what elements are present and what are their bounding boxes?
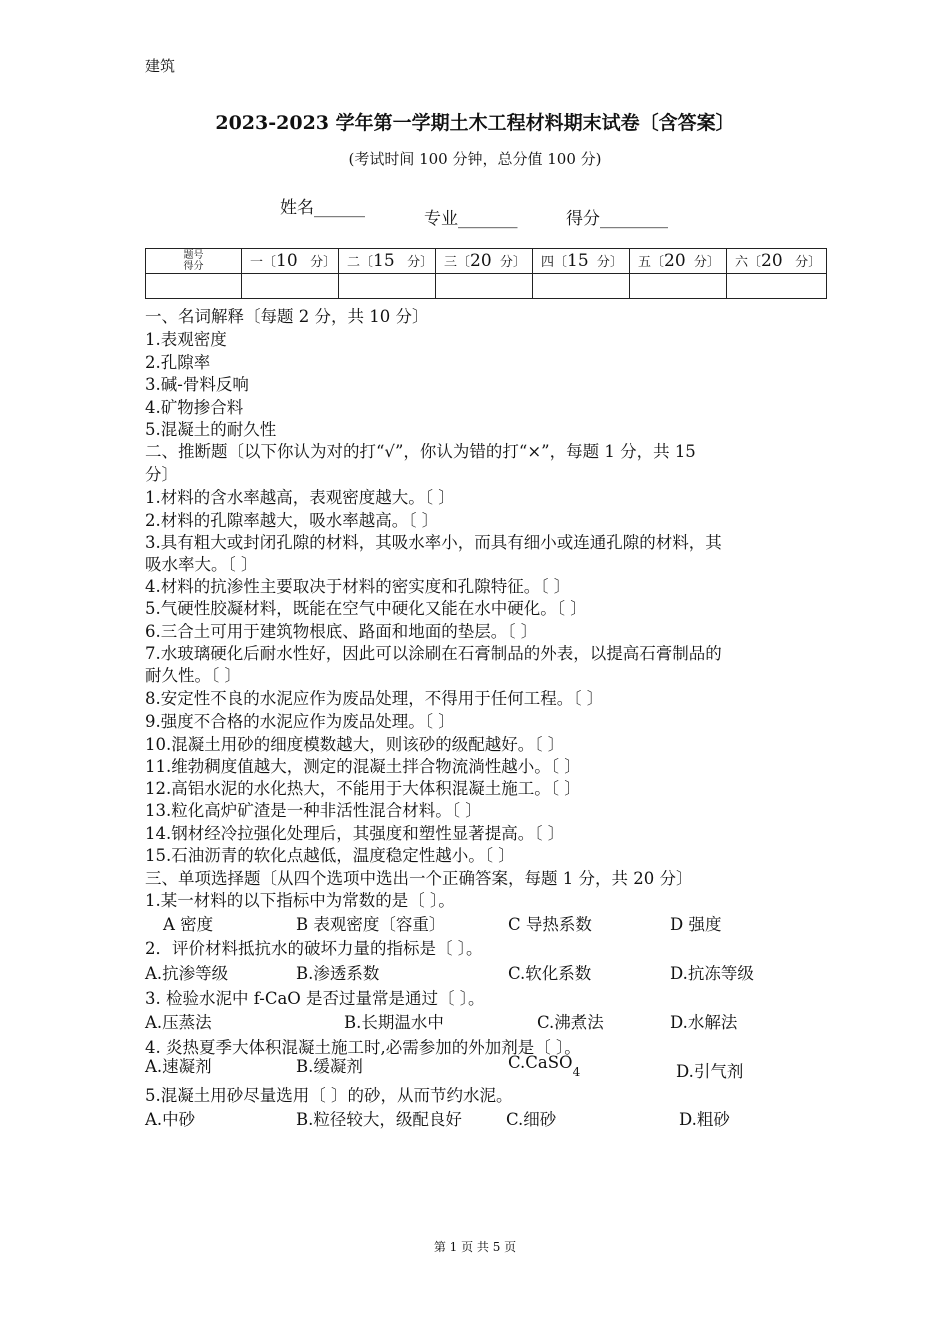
part2-item-cont: 耐久性。〔 〕 [145, 666, 241, 685]
q2-option-a: A.抗渗等级 [145, 964, 229, 983]
part1-item: 4.矿物掺合料 [145, 398, 244, 417]
q5-option-d: D.粗砂 [679, 1110, 730, 1129]
part2-item: 9.强度不合格的水泥应作为废品处理。〔 〕 [145, 712, 455, 731]
q5-option-a: A.中砂 [145, 1110, 196, 1129]
q2-option-b: B.渗透系数 [296, 964, 380, 983]
q3-option-c: C.沸煮法 [537, 1013, 604, 1032]
q2-option-d: D.抗冻等级 [670, 964, 754, 983]
q3-option-b: B.长期温水中 [344, 1013, 444, 1032]
part2-item: 4.材料的抗渗性主要取决于材料的密实度和孔隙特征。〔 〕 [145, 577, 571, 596]
score-cell [630, 274, 727, 299]
score-cell [436, 274, 533, 299]
part2-item: 3.具有粗大或封闭孔隙的材料，其吸水率小，而具有细小或连通孔隙的材料，其 [145, 533, 722, 552]
q4-option-b: B.缓凝剂 [296, 1057, 363, 1076]
section-1-cell: 一〔10 分〕 [242, 249, 339, 274]
name-field: 姓名______ [280, 198, 365, 218]
section-2-cell: 二〔15 分〕 [339, 249, 436, 274]
part2-item: 15.石油沥青的软化点越低，温度稳定性越小。〔 〕 [145, 846, 515, 865]
q1-stem: 1.某一材料的以下指标中为常数的是〔 〕。 [145, 891, 455, 910]
document-header-tag: 建筑 [145, 57, 176, 75]
q3-option-a: A.压蒸法 [145, 1013, 212, 1032]
exam-subtitle: (考试时间 100 分钟，总分值 100 分) [348, 150, 602, 168]
section-6-cell: 六〔20 分〕 [727, 249, 827, 274]
score-cell [533, 274, 630, 299]
q5-option-b: B.粒径较大，级配良好 [296, 1110, 462, 1129]
q4-option-c-subscript: 4 [572, 1065, 581, 1079]
q5-option-c: C.细砂 [506, 1110, 557, 1129]
section-5-cell: 五〔20 分〕 [630, 249, 727, 274]
head-label-score: 得分 [183, 261, 204, 272]
part2-item: 14.钢材经冷拉强化处理后，其强度和塑性显著提高。〔 〕 [145, 824, 565, 843]
score-table [145, 248, 827, 299]
score-cell [146, 274, 242, 299]
q1-option-c: C 导热系数 [508, 915, 592, 934]
major-field: 专业_______ [424, 209, 518, 229]
part2-item: 7.水玻璃硬化后耐水性好，因此可以涂刷在石膏制品的外表，以提高石膏制品的 [145, 644, 722, 663]
part2-item: 1.材料的含水率越高，表观密度越大。〔 〕 [145, 488, 455, 507]
score-cell [339, 274, 436, 299]
q4-option-a: A.速凝剂 [145, 1057, 212, 1076]
q5-stem: 5.混凝土用砂尽量选用〔 〕的砂，从而节约水泥。 [145, 1086, 513, 1105]
part2-item: 13.粒化高炉矿渣是一种非活性混合材料。〔 〕 [145, 801, 482, 820]
part2-heading: 二、推断题〔以下你认为对的打“√”，你认为错的打“×”，每题 1 分，共 15 [145, 442, 696, 461]
part3-heading: 三、单项选择题〔从四个选项中选出一个正确答案，每题 1 分，共 20 分〕 [145, 869, 693, 888]
part2-item-cont: 吸水率大。〔 〕 [145, 555, 258, 574]
exam-title: 2023-2023 学年第一学期土木工程材料期末试卷〔含答案〕 [215, 112, 735, 134]
score-cell [242, 274, 339, 299]
part2-item: 11.维勃稠度值越大，测定的混凝土拌合物流淌性越小。〔 〕 [145, 757, 581, 776]
part2-item: 10.混凝土用砂的细度模数越大，则该砂的级配越好。〔 〕 [145, 735, 565, 754]
part2-heading-cont: 分〕 [145, 465, 178, 484]
part1-item: 1.表观密度 [145, 330, 227, 349]
part2-item: 8.安定性不良的水泥应作为废品处理，不得用于任何工程。〔 〕 [145, 689, 604, 708]
score-table-header-row [146, 249, 827, 274]
score-table-head-cell [146, 249, 242, 274]
part1-item: 3.碱-骨料反响 [145, 375, 249, 394]
q2-stem: 2．评价材料抵抗水的破坏力量的指标是〔 〕。 [145, 939, 483, 958]
section-3-cell: 三〔20 分〕 [436, 249, 533, 274]
q1-option-d: D 强度 [670, 915, 722, 934]
score-table-score-row [146, 274, 827, 299]
q1-option-a: A 密度 [163, 915, 214, 934]
part1-item: 5.混凝土的耐久性 [145, 420, 277, 439]
part2-item: 2.材料的孔隙率越大，吸水率越高。〔 〕 [145, 511, 439, 530]
part1-item: 2.孔隙率 [145, 353, 211, 372]
q4-option-c: C.CaSO$_4$ [508, 1053, 581, 1079]
part2-item: 5.气硬性胶凝材料，既能在空气中硬化又能在水中硬化。〔 〕 [145, 599, 587, 618]
q4-stem: 4. 炎热夏季大体积混凝土施工时,必需参加的外加剂是〔 〕。 [145, 1038, 581, 1057]
score-cell [727, 274, 827, 299]
part2-item: 6.三合土可用于建筑物根底、路面和地面的垫层。〔 〕 [145, 622, 538, 641]
section-4-cell: 四〔15 分〕 [533, 249, 630, 274]
score-field: 得分________ [566, 209, 668, 229]
head-label-question: 题号 [183, 250, 204, 261]
q4-option-d: D.引气剂 [676, 1062, 744, 1081]
page-footer: 第 1 页 共 5 页 [433, 1240, 517, 1254]
q3-stem: 3. 检验水泥中 f-CaO 是否过量常是通过〔 〕。 [145, 989, 485, 1008]
q2-option-c: C.软化系数 [508, 964, 592, 983]
part1-heading: 一、名词解释〔每题 2 分，共 10 分〕 [145, 307, 429, 326]
q1-option-b: B 表观密度〔容重〕 [296, 915, 446, 934]
q3-option-d: D.水解法 [670, 1013, 738, 1032]
part2-item: 12.高铝水泥的水化热大，不能用于大体积混凝土施工。〔 〕 [145, 779, 581, 798]
